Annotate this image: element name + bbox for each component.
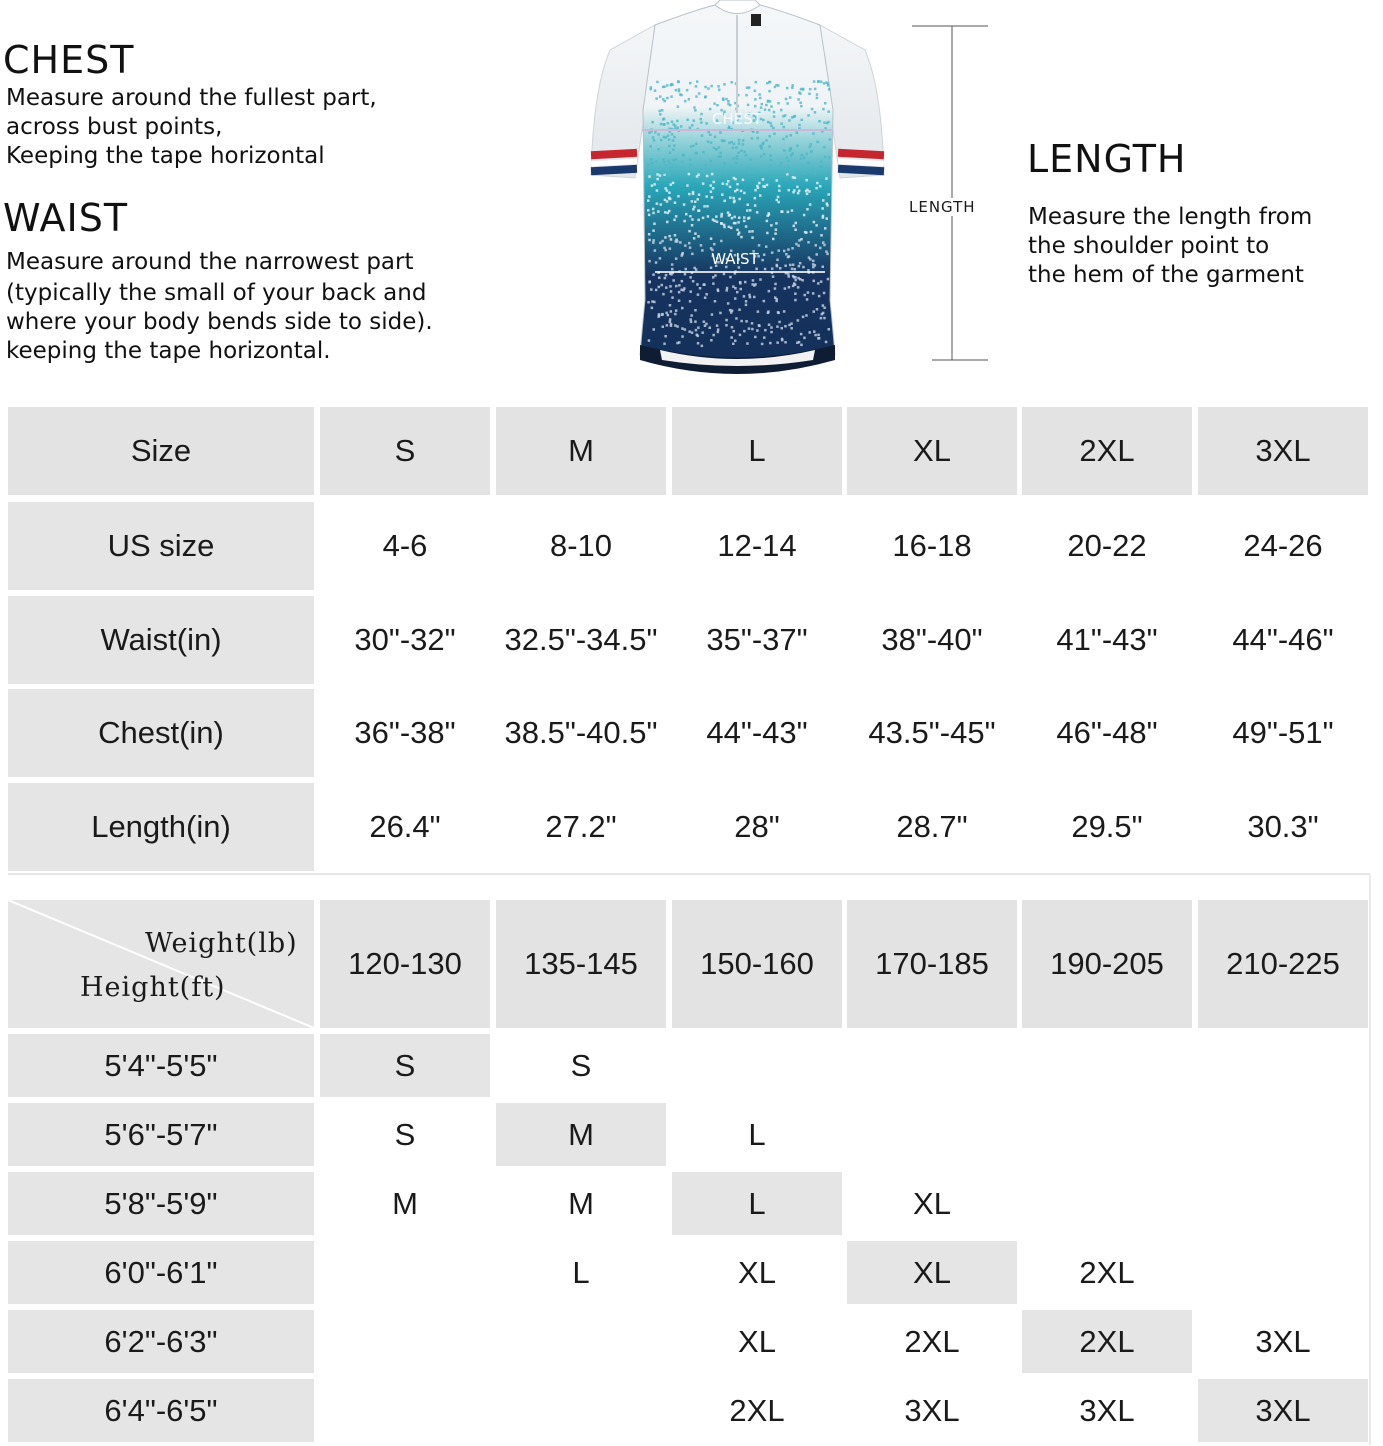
length-line: Measure the length from	[1028, 204, 1313, 230]
fit-size-cell	[1198, 1241, 1368, 1304]
length-description	[1028, 203, 1312, 290]
measurement-cell: 16-18	[892, 528, 972, 563]
measurement-cell: 38"-40"	[881, 622, 983, 657]
fit-size-cell: L	[748, 1116, 766, 1152]
waist-line: where your body bends side to side).	[6, 309, 433, 335]
measurement-cell: 26.4"	[369, 809, 441, 844]
measurement-cell: 28.7"	[896, 809, 968, 844]
measurement-cell: 4-6	[382, 528, 428, 563]
height-row-label: 6'2"-6'3"	[8, 1310, 314, 1373]
measurement-cell: 35"-37"	[706, 622, 808, 657]
weight-header-cell: 120-130	[320, 900, 490, 1028]
fit-size-cell	[1198, 1172, 1368, 1235]
measurement-cell: 30"-32"	[354, 622, 456, 657]
size-header-cell: 3XL	[1198, 407, 1368, 495]
length-ruler	[910, 20, 1000, 365]
measurement-cell: 46"-48"	[1056, 715, 1158, 750]
measurement-cell: 36"-38"	[354, 715, 456, 750]
size-header-cell: 2XL	[1022, 407, 1192, 495]
fit-size-cell: XL	[847, 1241, 1017, 1304]
fit-size-cell: S	[570, 1047, 592, 1083]
length-line: the shoulder point to	[1028, 233, 1270, 259]
fit-size-cell: 3XL	[1198, 1379, 1368, 1442]
fit-size-cell: S	[394, 1116, 416, 1152]
fit-size-cell	[1022, 1103, 1192, 1166]
measurement-cell: 29.5"	[1071, 809, 1143, 844]
measurement-cell: 44"-43"	[706, 715, 808, 750]
measurement-cell: 49"-51"	[1232, 715, 1334, 750]
weight-header-cell: 170-185	[847, 900, 1017, 1028]
height-row-label: 5'8"-5'9"	[8, 1172, 314, 1235]
waist-line: keeping the tape horizontal.	[6, 338, 331, 364]
measurement-cell: 8-10	[549, 528, 613, 563]
corner-diagonal-line	[8, 900, 314, 1028]
jersey-chest-label: CHEST	[712, 110, 762, 128]
waist-line: (typically the small of your back and	[6, 280, 427, 306]
measurement-cell: 38.5"-40.5"	[504, 715, 658, 750]
fit-size-cell: 3XL	[904, 1392, 960, 1428]
weight-header-cell: 150-160	[672, 900, 842, 1028]
measurement-label: Waist(in)	[8, 596, 314, 684]
height-row-label: 6'4"-6'5"	[8, 1379, 314, 1442]
fit-size-cell	[320, 1241, 490, 1304]
fit-size-cell	[847, 1103, 1017, 1166]
height-axis-label: Height(ft)	[80, 972, 226, 1003]
measurement-label: Length(in)	[8, 783, 314, 871]
chest-description	[6, 84, 377, 171]
fit-size-cell: M	[496, 1103, 666, 1166]
measurement-label: Chest(in)	[8, 689, 314, 777]
fit-size-cell: M	[568, 1185, 594, 1221]
fit-size-cell	[496, 1379, 666, 1442]
chest-line: Measure around the fullest part,	[6, 85, 377, 111]
height-row-label: 6'0"-6'1"	[8, 1241, 314, 1304]
chest-heading: CHEST	[3, 38, 135, 82]
fit-size-cell	[496, 1310, 666, 1373]
fit-size-cell	[847, 1034, 1017, 1097]
fit-corner-cell	[8, 900, 314, 1028]
table-separator	[8, 873, 1370, 875]
weight-header-cell: 135-145	[496, 900, 666, 1028]
fit-size-cell: 3XL	[1079, 1392, 1135, 1428]
fit-size-cell	[1022, 1034, 1192, 1097]
measurement-cell: 44"-46"	[1232, 622, 1334, 657]
fit-size-cell: XL	[738, 1323, 776, 1359]
table-right-border	[1369, 875, 1371, 1445]
measurement-cell: 27.2"	[545, 809, 617, 844]
measurement-cell: 32.5"-34.5"	[504, 622, 658, 657]
measurement-cell: 12-14	[717, 528, 797, 563]
fit-size-cell	[1198, 1103, 1368, 1166]
size-header-label: Size	[8, 407, 314, 495]
fit-size-cell: 2XL	[1022, 1310, 1192, 1373]
fit-size-cell	[1022, 1172, 1192, 1235]
size-header-cell: L	[672, 407, 842, 495]
fit-size-cell: 2XL	[729, 1392, 785, 1428]
left-cuff-stripes	[591, 149, 637, 175]
chest-line: across bust points,	[6, 114, 223, 140]
waist-heading: WAIST	[3, 196, 129, 240]
fit-size-cell	[672, 1034, 842, 1097]
weight-header-cell: 210-225	[1198, 900, 1368, 1028]
measurement-cell: 41"-43"	[1056, 622, 1158, 657]
measurement-cell: 20-22	[1067, 528, 1147, 563]
fit-size-cell	[1198, 1034, 1368, 1097]
weight-axis-label: Weight(lb)	[145, 928, 298, 959]
length-heading: LENGTH	[1027, 137, 1187, 181]
height-row-label: 5'6"-5'7"	[8, 1103, 314, 1166]
measurement-cell: 28"	[734, 809, 780, 844]
waist-line: Measure around the narrowest part	[6, 249, 414, 275]
length-line: the hem of the garment	[1028, 262, 1304, 288]
fit-size-cell: S	[320, 1034, 490, 1097]
chest-line: Keeping the tape horizontal	[6, 143, 325, 169]
size-header-cell: S	[320, 407, 490, 495]
fit-size-cell: L	[672, 1172, 842, 1235]
waist-description	[6, 245, 433, 366]
measurement-label: US size	[8, 502, 314, 590]
fit-size-cell: M	[392, 1185, 418, 1221]
fit-size-cell: L	[572, 1254, 590, 1290]
fit-size-cell	[320, 1310, 490, 1373]
fit-size-cell: 2XL	[1079, 1254, 1135, 1290]
fit-size-cell: 3XL	[1255, 1323, 1311, 1359]
size-header-cell: M	[496, 407, 666, 495]
right-cuff-stripes	[838, 149, 884, 175]
weight-header-cell: 190-205	[1022, 900, 1192, 1028]
fit-size-cell: XL	[913, 1185, 951, 1221]
measurement-cell: 24-26	[1243, 528, 1323, 563]
measurement-cell: 30.3"	[1247, 809, 1319, 844]
fit-size-cell	[320, 1379, 490, 1442]
fit-size-cell: XL	[738, 1254, 776, 1290]
size-header-cell: XL	[847, 407, 1017, 495]
fit-size-cell: 2XL	[904, 1323, 960, 1359]
jersey-illustration	[585, 0, 890, 385]
jersey-waist-label: WAIST	[711, 250, 759, 268]
ruler-length-label: LENGTH	[909, 198, 976, 216]
height-row-label: 5'4"-5'5"	[8, 1034, 314, 1097]
measurement-cell: 43.5"-45"	[868, 715, 996, 750]
